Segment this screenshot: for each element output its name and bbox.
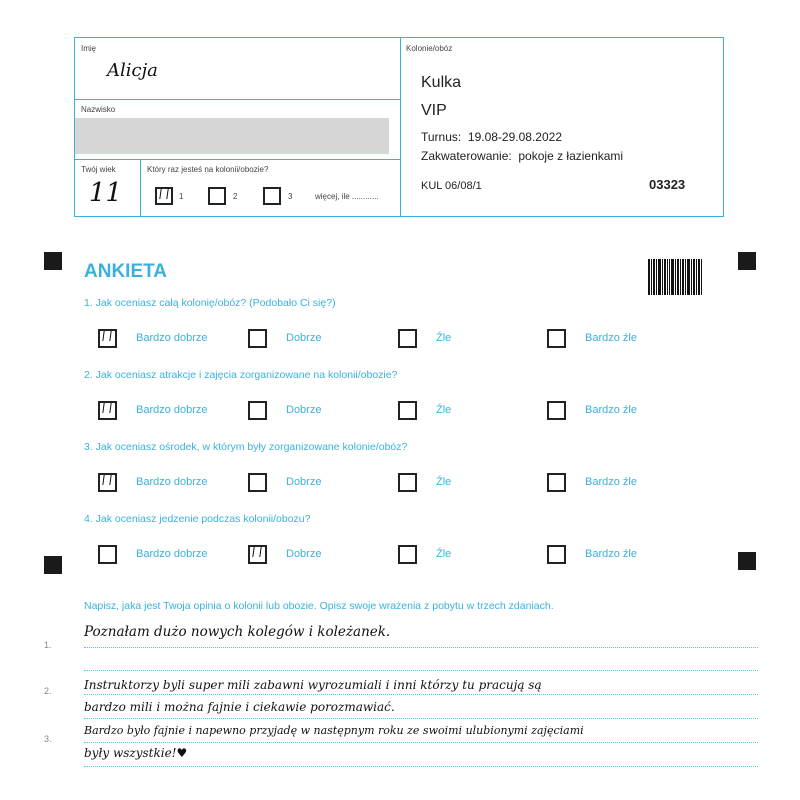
answer-line: [84, 647, 758, 648]
registration-mark: [44, 252, 62, 270]
q3-option-4-label: Bardzo źle: [585, 476, 637, 488]
accommodation: Zakwaterowanie: pokoje z łazienkami: [421, 149, 624, 163]
form-number: 03323: [649, 177, 686, 192]
q1-option-2-label: Dobrze: [286, 332, 322, 344]
registration-mark: [44, 556, 62, 574]
times-checkbox-1[interactable]: [155, 187, 173, 205]
q1-option-2-checkbox[interactable]: [248, 329, 267, 348]
q1-option-1-label: Bardzo dobrze: [136, 332, 208, 344]
line-number-1: 1.: [44, 640, 52, 650]
turnus: Turnus: 19.08-29.08.2022: [421, 130, 562, 144]
q2-option-2-label: Dobrze: [286, 404, 322, 416]
q2-option-1-label: Bardzo dobrze: [136, 404, 208, 416]
question-4: 4. Jak oceniasz jedzenie podczas kolonii/obozu?: [84, 513, 311, 525]
name-value: Alicja: [107, 60, 158, 81]
age-label: Twój wiek: [81, 165, 116, 174]
camp-name: Kulka: [421, 74, 462, 91]
answer-line: [84, 766, 758, 767]
answer-text-line-5: były wszystkie!♥: [84, 746, 188, 760]
q2-option-4-label: Bardzo źle: [585, 404, 637, 416]
camp-type: VIP: [421, 102, 447, 119]
answer-line: [84, 742, 758, 743]
times-checkbox-3[interactable]: [263, 187, 281, 205]
survey-title: ANKIETA: [84, 261, 168, 282]
q3-option-2-label: Dobrze: [286, 476, 322, 488]
q3-option-3-label: Źle: [436, 476, 452, 488]
registration-mark: [738, 252, 756, 270]
line-number-2: 2.: [44, 686, 52, 696]
q4-option-1-label: Bardzo dobrze: [136, 548, 208, 560]
answer-text-line-4: Bardzo było fajnie i napewno przyjadę w następnym roku ze swoimi ulubionymi zajęciami: [84, 724, 584, 737]
registration-mark: [738, 552, 756, 570]
q1-option-3-label: Źle: [436, 332, 452, 344]
q4-option-4-label: Bardzo źle: [585, 548, 637, 560]
line-number-3: 3.: [44, 734, 52, 744]
q2-option-3-label: Źle: [436, 404, 452, 416]
barcode-icon: [648, 259, 702, 295]
times-option-2: 2: [233, 192, 238, 201]
q3-option-3-checkbox[interactable]: [398, 473, 417, 492]
times-more-label: więcej, ile ............: [315, 192, 379, 201]
answer-line: [84, 694, 758, 695]
header-form: [74, 37, 724, 217]
q4-option-3-label: Źle: [436, 548, 452, 560]
opinion-prompt: Napisz, jaka jest Twoja opinia o kolonii lub obozie. Opisz swoje wrażenia z pobytu w trzech zdaniach.: [84, 600, 554, 612]
camp-code: KUL 06/08/1: [421, 180, 482, 192]
answer-text-line-1: Poznałam dużo nowych kolegów i koleżanek.: [84, 624, 391, 640]
times-label: Który raz jesteś na kolonii/obozie?: [147, 165, 269, 174]
q4-option-2-label: Dobrze: [286, 548, 322, 560]
q4-option-2-checkbox[interactable]: [248, 545, 267, 564]
q1-option-1-checkbox[interactable]: [98, 329, 117, 348]
camp-label: Kolonie/obóz: [406, 44, 453, 53]
answer-text-line-3: bardzo mili i można fajnie i ciekawie porozmawiać.: [84, 700, 395, 714]
answer-line: [84, 670, 758, 671]
times-option-3: 3: [288, 192, 293, 201]
q1-option-4-label: Bardzo źle: [585, 332, 637, 344]
answer-text-line-2: Instruktorzy byli super mili zabawni wyrozumiali i inni którzy tu pracują są: [84, 678, 542, 692]
surname-redaction: [75, 118, 389, 154]
q2-option-1-checkbox[interactable]: [98, 401, 117, 420]
q4-option-3-checkbox[interactable]: [398, 545, 417, 564]
q3-option-2-checkbox[interactable]: [248, 473, 267, 492]
name-label: Imię: [81, 44, 97, 53]
times-option-1: 1: [179, 192, 184, 201]
surname-label: Nazwisko: [81, 105, 116, 114]
q3-option-1-checkbox[interactable]: [98, 473, 117, 492]
question-2: 2. Jak oceniasz atrakcje i zajęcia zorganizowane na kolonii/obozie?: [84, 369, 398, 381]
q3-option-4-checkbox[interactable]: [547, 473, 566, 492]
q2-option-3-checkbox[interactable]: [398, 401, 417, 420]
q2-option-4-checkbox[interactable]: [547, 401, 566, 420]
q4-option-1-checkbox[interactable]: [98, 545, 117, 564]
question-3: 3. Jak oceniasz ośrodek, w którym były zorganizowane kolonie/obóz?: [84, 441, 408, 453]
age-value: 11: [89, 178, 123, 208]
q1-option-4-checkbox[interactable]: [547, 329, 566, 348]
q1-option-3-checkbox[interactable]: [398, 329, 417, 348]
q4-option-4-checkbox[interactable]: [547, 545, 566, 564]
question-1: 1. Jak oceniasz całą kolonię/obóz? (Podobało Ci się?): [84, 297, 336, 309]
times-checkbox-2[interactable]: [208, 187, 226, 205]
q3-option-1-label: Bardzo dobrze: [136, 476, 208, 488]
answer-line: [84, 718, 758, 719]
q2-option-2-checkbox[interactable]: [248, 401, 267, 420]
